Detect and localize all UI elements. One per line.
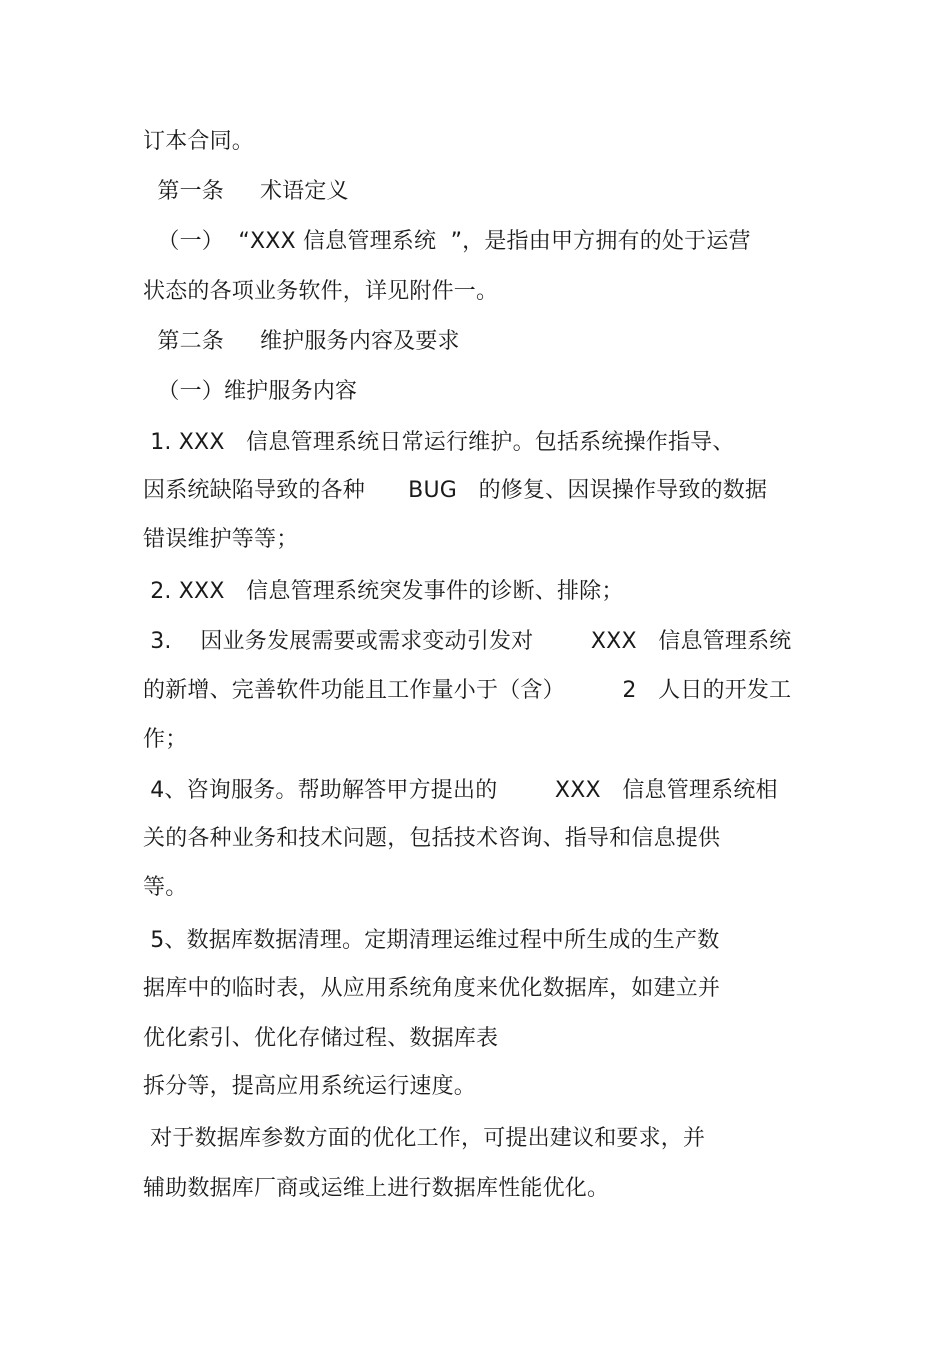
text-line: （一） “XXX 信息管理系统 ”，是指由甲方拥有的处于运营 xyxy=(143,229,751,254)
text-line: 错误维护等等； xyxy=(143,527,299,552)
text-line: 关的各种业务和技术问题，包括技术咨询、指导和信息提供 xyxy=(143,826,721,851)
text-line: 3. 因业务发展需要或需求变动引发对 XXX 信息管理系统 xyxy=(143,629,792,654)
text-line: 状态的各项业务软件，详见附件一。 xyxy=(143,279,499,304)
section-heading: 第一条 术语定义 xyxy=(143,179,349,204)
subsection-heading: （一）维护服务内容 xyxy=(143,379,358,404)
text-line: 对于数据库参数方面的优化工作，可提出建议和要求，并 xyxy=(143,1126,706,1151)
text-line: 辅助数据库厂商或运维上进行数据库性能优化。 xyxy=(143,1176,610,1201)
text-line: 5、数据库数据清理。定期清理运维过程中所生成的生产数 xyxy=(143,928,720,953)
text-line: 据库中的临时表，从应用系统角度来优化数据库，如建立并 xyxy=(143,976,721,1001)
text-line: 的新增、完善软件功能且工作量小于（含） 2 人日的开发工 xyxy=(143,678,792,703)
text-line: 2. XXX 信息管理系统突发事件的诊断、排除； xyxy=(143,579,624,604)
text-line: 等。 xyxy=(143,875,188,900)
text-line: 订本合同。 xyxy=(143,129,255,154)
text-line: 作； xyxy=(143,727,188,752)
text-line: 优化索引、优化存储过程、数据库表 xyxy=(143,1026,499,1051)
section-heading: 第二条 维护服务内容及要求 xyxy=(143,329,460,354)
text-line: 因系统缺陷导致的各种 BUG 的修复、因误操作导致的数据 xyxy=(143,478,768,503)
text-line: 1. XXX 信息管理系统日常运行维护。包括系统操作指导、 xyxy=(143,430,735,455)
text-line: 4、咨询服务。帮助解答甲方提出的 XXX 信息管理系统相 xyxy=(143,778,778,803)
text-line: 拆分等，提高应用系统运行速度。 xyxy=(143,1074,477,1099)
